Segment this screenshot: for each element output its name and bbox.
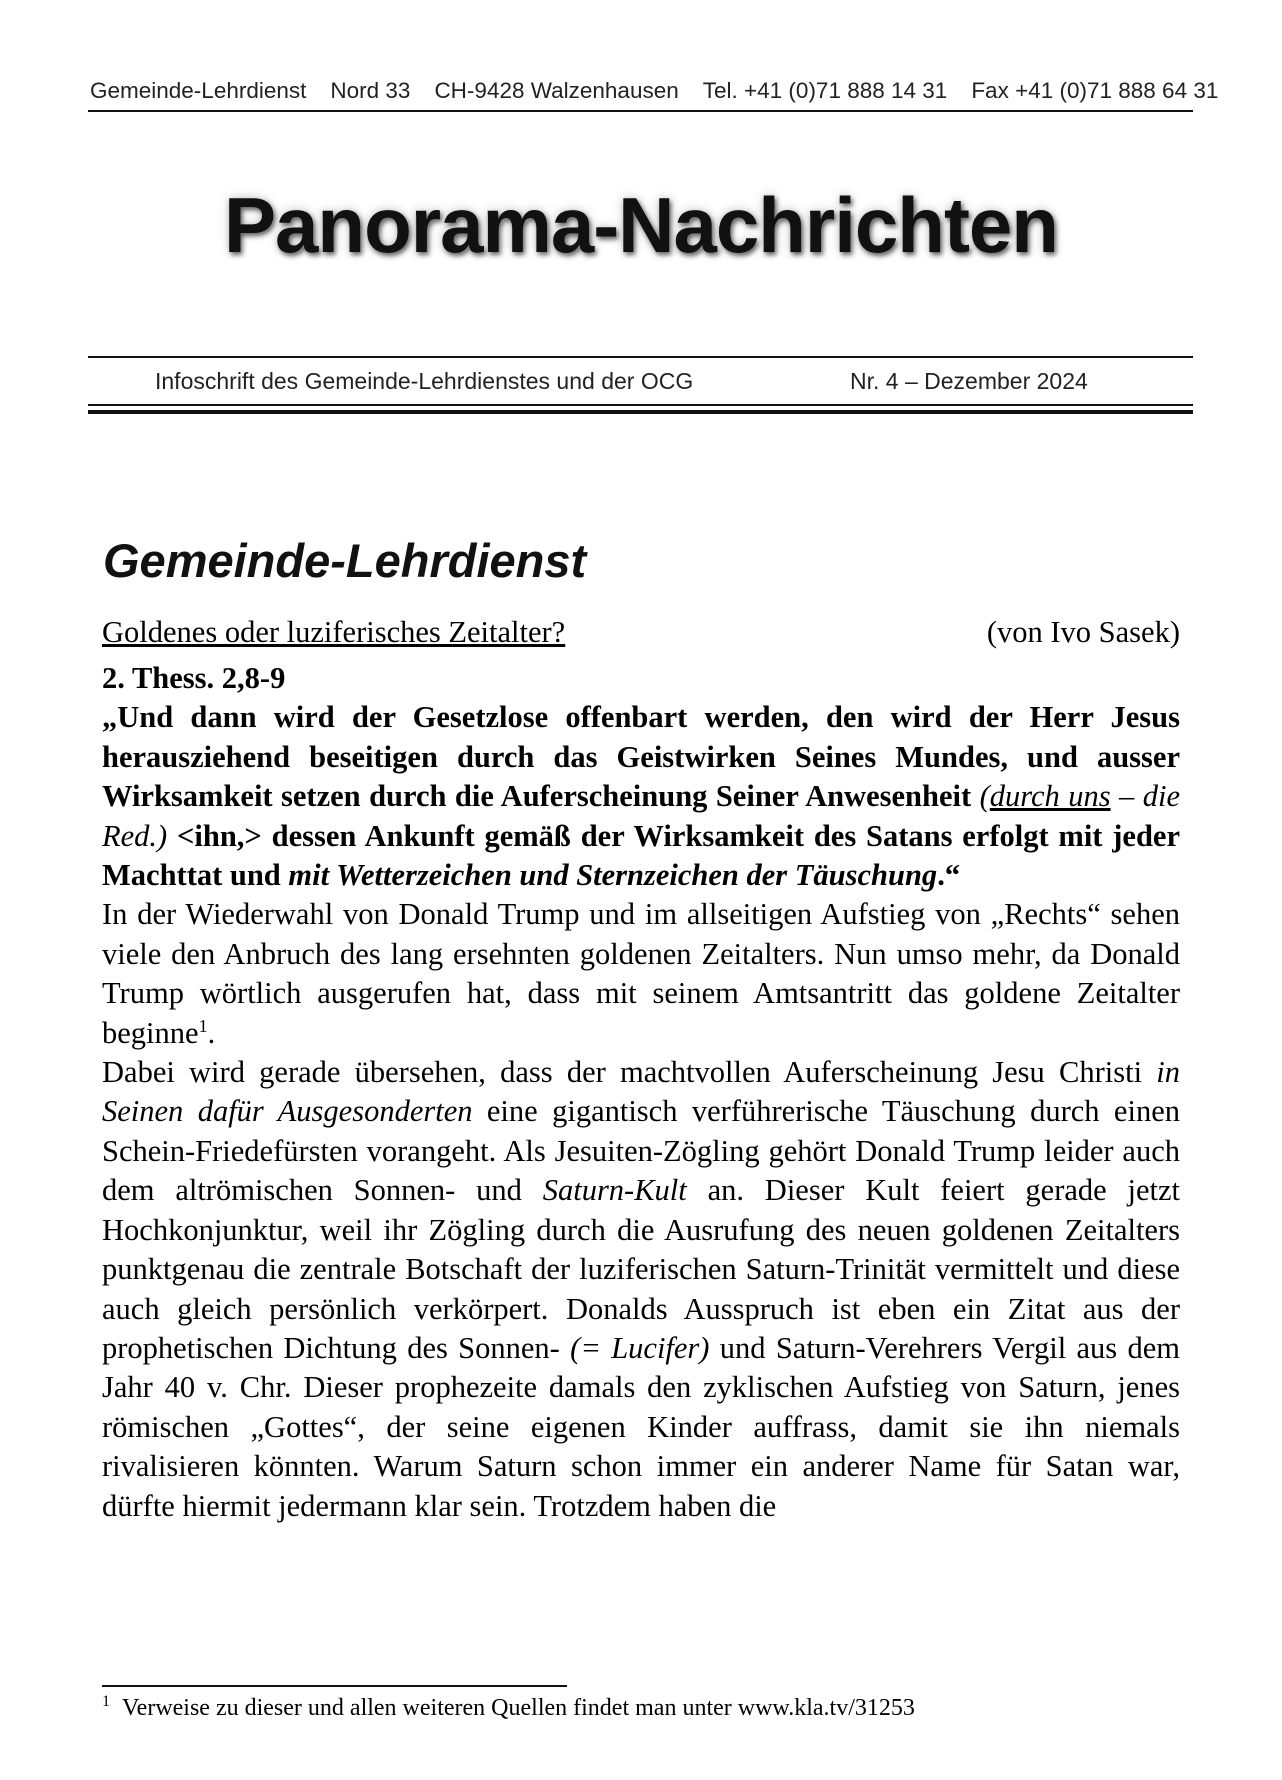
contact-org: Gemeinde-Lehrdienst <box>90 78 307 103</box>
paragraph-2 <box>102 1053 1180 1526</box>
article-heading <box>102 613 1180 653</box>
footnote <box>102 1693 915 1722</box>
subheader <box>155 368 1155 395</box>
paragraph-2-italic-b: Saturn-Kult <box>542 1173 687 1208</box>
contact-bar <box>90 78 1219 104</box>
paragraph-2-italic-c: (= Lucifer) <box>570 1330 710 1365</box>
paragraph-1-end: . <box>207 1015 216 1050</box>
issue-number: Nr. 4 – Dezember 2024 <box>850 368 1088 394</box>
footnote-divider <box>102 1685 567 1687</box>
article-author: (von Ivo Sasek) <box>986 615 1180 649</box>
footnote-text: Verweise zu dieser und allen weiteren Quellen findet man unter www.kla.tv/31253 <box>122 1695 915 1721</box>
contact-tel: Tel. +41 (0)71 888 14 31 <box>702 78 948 103</box>
bible-reference: 2. Thess. 2,8-9 <box>102 661 286 695</box>
quote-text-continued: <ihn,> dessen Ankunft gemäß der Wirksamkeit des Satans erfolgt mit jeder Machttat und <box>102 818 1180 893</box>
editor-note-underlined: durch uns <box>989 779 1111 814</box>
subheader-bottom-rule <box>88 404 1193 406</box>
masthead-title: Panorama-Nachrichten <box>224 181 1058 269</box>
paragraph-2-text-d: und Saturn-Verehrers Vergil aus dem Jahr 40 v. Chr. Dieser prophezeite damals den zyklischen Aufstieg von Saturn, jenes römischen „Gottes“, der seine eigenen Kinder auffrass, damit sie ihn niemals rivalisieren könnten. Warum Saturn schon immer ein anderer Name für Satan war, dürfte hiermit jedermann klar sein. Trotzdem haben die <box>102 1330 1180 1523</box>
footnote-marker[interactable]: 1 <box>198 1015 208 1036</box>
quote-end: .“ <box>937 858 961 893</box>
paragraph-2-italic-a: in Seinen dafür Ausgesonderten <box>102 1055 1180 1129</box>
paragraph-2-text-c: an. Dieser Kult feiert gerade jetzt Hochkonjunktur, weil ihr Zögling durch die Ausrufung des neuen goldenen Zeitalters punktgenau die zentrale Botschaft der luziferischen Saturn-Trinität vermittelt und diese auch gleich persönlich verkörpert. Donalds Ausspruch ist eben ein Zitat aus der prophetischen Dichtung des Sonnen- <box>102 1173 1180 1365</box>
paragraph-2-text-b: eine gigantisch verführerische Täuschung durch einen Schein-Friedefürsten vorangeht. Als Jesuiten-Zögling gehört Donald Trump leider auch dem altrömischen Sonnen- und <box>102 1094 1180 1208</box>
footnote-number: 1 <box>102 1693 110 1710</box>
header-divider <box>88 110 1193 112</box>
paragraph-2-text-a: Dabei wird gerade übersehen, dass der machtvollen Auferscheinung Jesu Christi <box>102 1055 1157 1090</box>
editor-note-rest: – die Red. <box>102 779 1180 853</box>
paragraph-1 <box>102 895 1180 1053</box>
section-title: Gemeinde-Lehrdienst <box>103 534 587 587</box>
subheader-bottom-rule-thick <box>88 410 1193 414</box>
contact-city: CH-9428 Walzenhausen <box>434 78 679 103</box>
bible-quote <box>102 698 1180 895</box>
contact-fax: Fax +41 (0)71 888 64 31 <box>971 78 1219 103</box>
contact-street: Nord 33 <box>330 78 411 103</box>
subheader-tagline: Infoschrift des Gemeinde-Lehrdienstes und der OCG <box>155 368 694 394</box>
paragraph-1-text: In der Wiederwahl von Donald Trump und im allseitigen Aufstieg von „Rechts“ sehen viele den Anbruch des lang ersehnten goldenen Zeitalters. Nun umso mehr, da Donald Trump wörtlich ausgerufen hat, dass mit seinem Amtsantritt das goldene Zeitalter beginne <box>102 897 1180 1050</box>
subheader-top-rule <box>88 356 1193 358</box>
quote-text: „Und dann wird der Gesetzlose offenbart werden, den wird der Herr Jesus herausziehend beseitigen durch das Geistwirken Seines Mundes, und ausser Wirksamkeit setzen durch die Auferscheinung Seiner Anwesenheit <box>102 700 1180 814</box>
editor-note: (durch uns – die Red.) <box>102 779 1180 853</box>
article-title: Goldenes oder luziferisches Zeitalter? <box>102 615 566 649</box>
article <box>102 613 1180 1526</box>
quote-italic: mit Wetterzeichen und Sternzeichen der Täuschung <box>288 858 938 893</box>
